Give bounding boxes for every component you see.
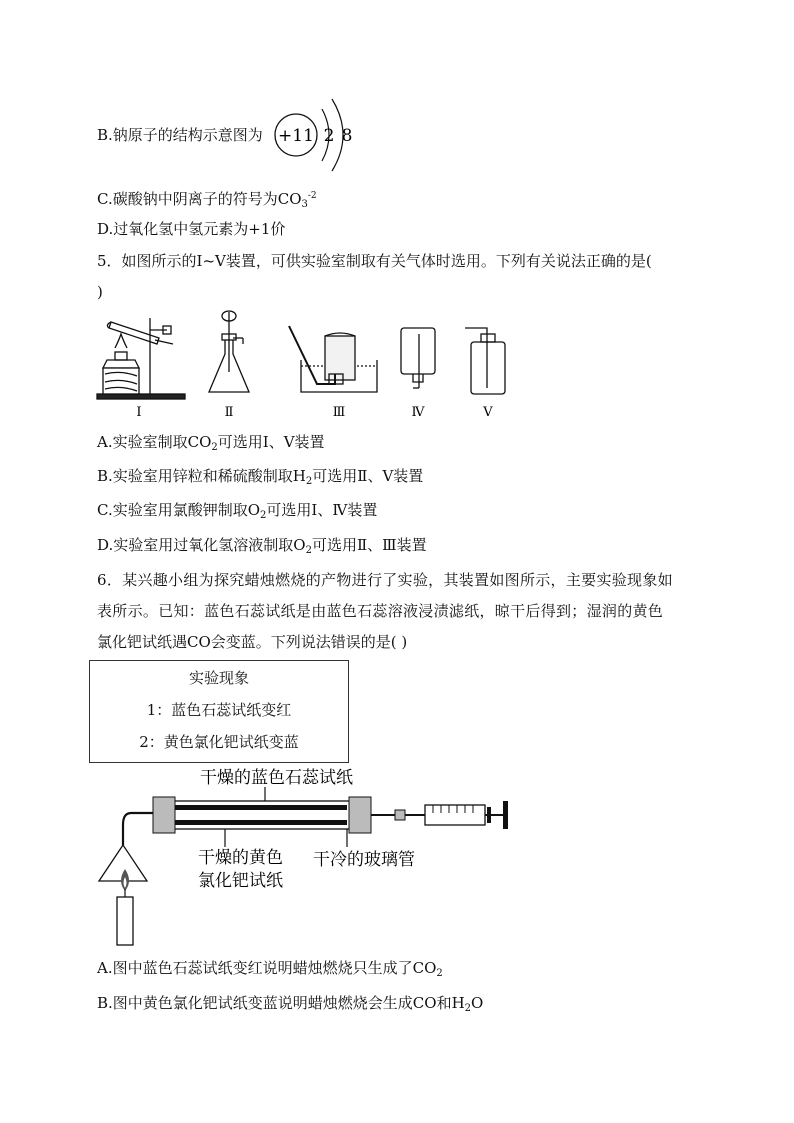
label-i: Ⅰ (136, 405, 142, 420)
table-row-2: 2：黄色氯化钯试纸变蓝 (139, 733, 299, 751)
label-palladium-line-2: 氯化钯试纸 (198, 871, 283, 891)
option-c-text: C.碳酸钠中阴离子的符号为 (97, 190, 278, 208)
option-b-sodium (97, 125, 263, 145)
question-5-stem: 5．如图所示的Ⅰ~Ⅴ装置，可供实验室制取有关气体时选用。下列有关说法正确的是( (97, 252, 652, 270)
shell-1-electrons: 2 (323, 126, 335, 146)
question-6-stem-line-2: 表所示。已知：蓝色石蕊试纸是由蓝色石蕊溶液浸渍滤纸，晾干后得到；湿润的黄色 (97, 602, 664, 620)
question-5-stem-end: ) (97, 283, 103, 301)
shell-2-electrons: 8 (341, 126, 353, 146)
label-v: Ⅴ (483, 405, 493, 420)
question-5-stem-line-1 (97, 251, 652, 271)
nucleus-charge: +11 (278, 126, 314, 146)
label-ii: Ⅱ (224, 405, 234, 420)
q6-option-b: B.图中黄色氯化钯试纸变蓝说明蜡烛燃烧会生成CO和$H_2O$ (97, 994, 484, 1014)
observation-table (89, 660, 349, 763)
sodium-atom-diagram (270, 95, 370, 175)
label-iv: Ⅳ (411, 405, 425, 420)
apparatus-ii-flask (209, 311, 249, 392)
option-d-hydrogen (97, 219, 285, 239)
apparatus-iv-bottle (401, 328, 435, 388)
candle-experiment-diagram (95, 765, 525, 950)
label-palladium-line-1: 干燥的黄色 (198, 848, 283, 868)
apparatus-v-bottle (465, 328, 505, 394)
carbonate-subscript: 3 (301, 199, 308, 210)
label-iii: Ⅲ (332, 405, 346, 420)
q5-option-a: A.实验室制取$CO_2$可选用Ⅰ、Ⅴ装置 (97, 433, 325, 453)
q5-option-d: D.实验室用过氧化氢溶液制取$O_2$可选用Ⅱ、Ⅲ装置 (97, 536, 427, 556)
carbonate-formula: CO (277, 190, 302, 208)
apparatus-iii-trough (289, 326, 377, 392)
q5-option-b: B.实验室用锌粒和稀硫酸制取$H_2$可选用Ⅱ、Ⅴ装置 (97, 467, 424, 487)
q5-option-c: C.实验室用氯酸钾制取$O_2$可选用Ⅰ、Ⅳ装置 (97, 501, 378, 521)
option-c-carbonate (97, 186, 317, 215)
label-blue-litmus: 干燥的蓝色石蕊试纸 (200, 768, 353, 788)
apparatus-i-heating (97, 318, 185, 399)
question-6-stem-line-1: 6．某兴趣小组为探究蜡烛燃烧的产物进行了实验，其装置如图所示，主要实验现象如 (97, 571, 673, 589)
table-header: 实验现象 (188, 669, 249, 687)
apparatus-diagram (95, 308, 515, 423)
question-6-stem-line-3: 氯化钯试纸遇CO会变蓝。下列说法错误的是( ) (97, 633, 408, 651)
question-5-stem-line-2 (97, 282, 103, 302)
option-d-text: D.过氧化氢中氢元素为+1价 (97, 220, 286, 238)
label-cold-tube: 干冷的玻璃管 (313, 850, 415, 870)
option-b-text: B.钠原子的结构示意图为 (97, 126, 263, 144)
table-row-1: 1：蓝色石蕊试纸变红 (146, 701, 292, 719)
carbonate-charge: -2 (307, 191, 317, 201)
q6-option-a: A.图中蓝色石蕊试纸变红说明蜡烛燃烧只生成了$CO_2$ (97, 959, 443, 979)
